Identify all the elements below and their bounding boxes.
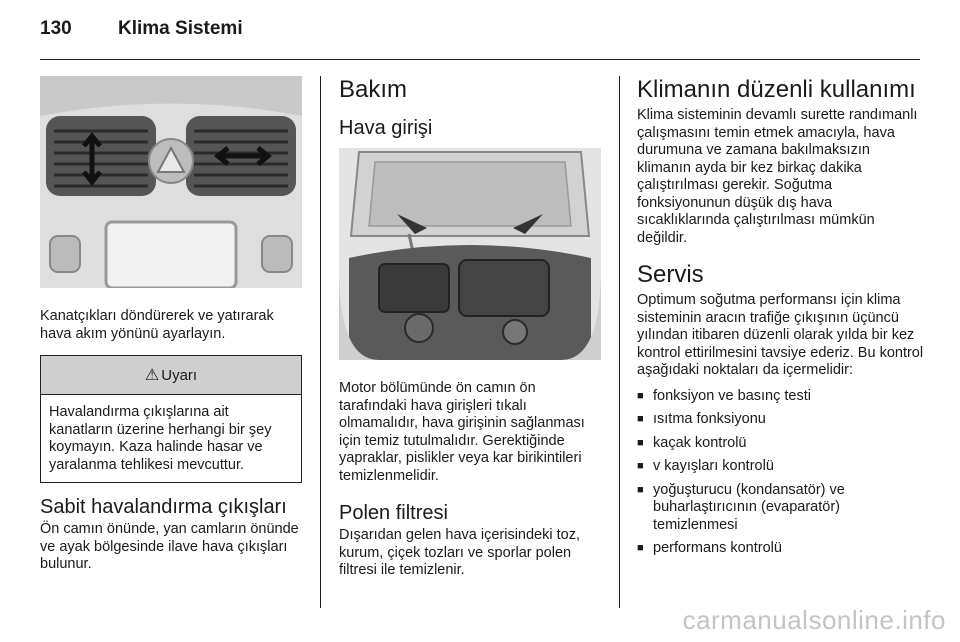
regular-use-text: Klima sisteminin devamlı surette randımanlı çalışmasını temin etmek amacıyla, hava durumuna ve zamana bakılmaksızın klimanın ayda bir kez birkaç dakika çalıştırılması gerekir. Soğutma fonksiyonunun düşük dış hava sıcaklıklarında çalıştırılması mümkün değildir. — [637, 107, 918, 246]
warning-title: Uyarı — [161, 366, 198, 384]
bullet-icon: ■ — [637, 413, 644, 425]
bullet-icon: ■ — [637, 460, 644, 472]
column-3 — [637, 76, 927, 564]
page-number: 130 — [40, 18, 72, 39]
heading-maintenance: Bakım — [339, 76, 408, 103]
subheading-pollen-filter: Polen filtresi — [339, 502, 448, 524]
subheading-air-intake: Hava girişi — [339, 117, 433, 139]
bullet-icon: ■ — [637, 483, 644, 496]
header-divider — [40, 59, 920, 60]
warning-text: Havalandırma çıkışlarına ait kanatların üzerine herhangi bir şey koymayın. Kaza halinde hasar ve yaralanma tehlikesi mevcuttur. — [49, 404, 272, 473]
watermark: carmanualsonline.info — [682, 605, 946, 635]
column-divider-2 — [619, 76, 620, 608]
engine-bay-illustration — [339, 148, 601, 360]
air-intake-text: Motor bölümünde ön camın ön tarafındaki hava girişleri tıkalı olmamalıdır, hava girişinin sağlanması için temiz tutulmalıdır. Gerektiğinde yapraklar, pislikler veya kar birikintileri temizlenmelidir. — [339, 380, 585, 484]
bullet-icon: ■ — [637, 436, 644, 449]
list-item: ■ yoğuşturucu (kondansatör) ve buharlaştırıcının (evaparatör) temizlenmesi — [637, 481, 845, 533]
list-item: ■ v kayışları kontrolü — [637, 458, 774, 474]
air-vent-figure — [40, 76, 302, 288]
list-item: ■ ısıtma fonksiyonu — [637, 411, 766, 427]
page-title: Klima Sistemi — [118, 18, 243, 39]
warning-triangle-icon: ⚠ — [144, 367, 160, 384]
list-item: ■ fonksiyon ve basınç testi — [637, 387, 811, 404]
column-2 — [339, 76, 601, 580]
service-checklist — [637, 388, 927, 558]
service-text: Optimum soğutma performansı için klima sisteminin aracın trafiğe çıkışının üçüncü yılından itibaren düzenli olarak yılda bir kez kontrol ettirilmesini tavsiye ederiz. Bu kontrol aşağıdaki noktaları da içermelidir: — [637, 292, 924, 378]
heading-regular-use: Klimanın düzenli kullanımı — [637, 76, 916, 103]
dashboard-vents-illustration — [40, 76, 302, 288]
column-1 — [40, 76, 302, 574]
fixed-vents-text: Ön camın önünde, yan camların önünde ve ayak bölgesinde ilave hava çıkışları bulunur. — [40, 521, 299, 572]
engine-bay-figure — [339, 148, 601, 360]
list-item: ■ performans kontrolü — [637, 540, 782, 556]
column-divider-1 — [320, 76, 321, 608]
section-heading-fixed-vents: Sabit havalandırma çıkışları — [40, 496, 287, 518]
heading-service: Servis — [637, 261, 704, 288]
bullet-icon: ■ — [637, 389, 644, 402]
pollen-filter-text: Dışarıdan gelen hava içerisindeki toz, kurum, çiçek tozları ve sporlar polen filtresi ile temizlenir. — [339, 527, 580, 578]
vent-caption: Kanatçıkları döndürerek ve yatırarak hava akım yönünü ayarlayın. — [40, 308, 274, 342]
warning-box — [40, 355, 302, 483]
warning-header — [41, 356, 301, 395]
list-item: ■ kaçak kontrolü — [637, 434, 747, 451]
bullet-icon: ■ — [637, 542, 644, 554]
